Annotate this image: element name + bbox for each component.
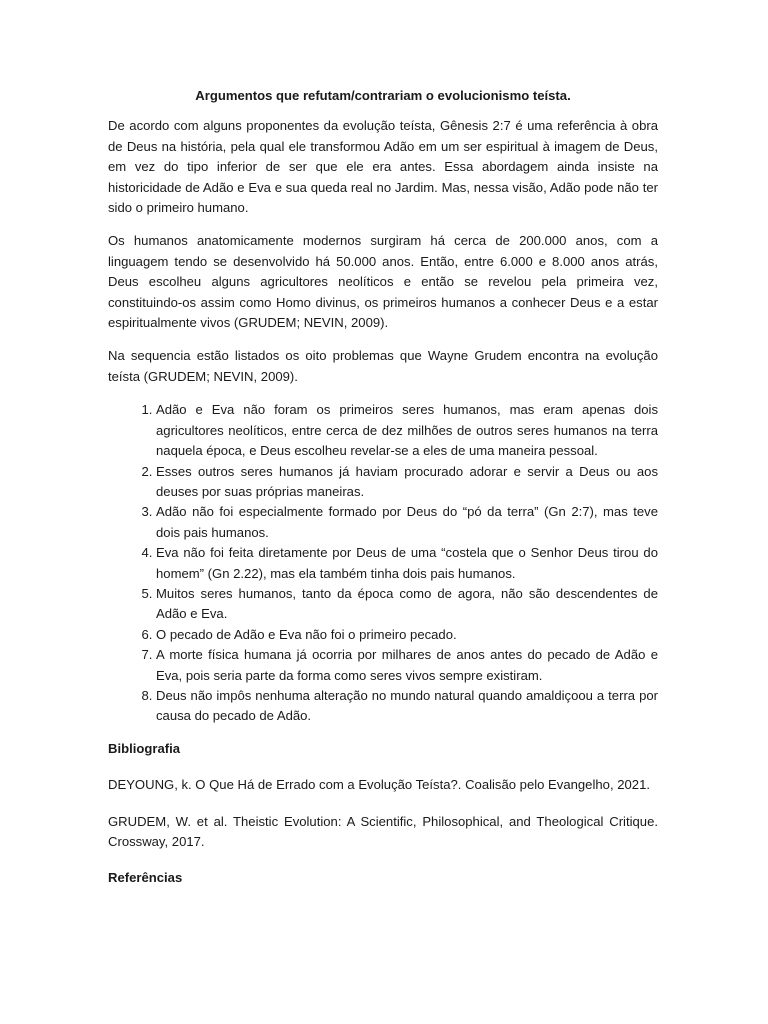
list-item: 6. O pecado de Adão e Eva não foi o primeiro pecado. — [156, 625, 658, 645]
bibliography-heading: Bibliografia — [108, 740, 181, 756]
list-intro-paragraph: Na sequencia estão listados os oito problemas que Wayne Grudem encontra na evolução teísta (GRUDEM; NEVIN, 2009). — [108, 348, 658, 384]
history-paragraph: Os humanos anatomicamente modernos surgiram há cerca de 200.000 anos, com a linguagem tendo se desenvolvido há 50.000 anos. Então, entre 6.000 e 8.000 anos atrás, Deus escolheu alguns agricultores neolíticos e então se revelou pela primeira vez, constituindo-os assim como Homo divinus, os primeiros humanos a conhecer Deus e a estar espiritualmente vivos (GRUDEM; NEVIN, 2009). — [108, 233, 658, 331]
bibliography-entry: DEYOUNG, k. O Que Há de Errado com a Evolução Teísta?. Coalisão pelo Evangelho, 2021. — [108, 777, 650, 793]
document-page — [108, 86, 658, 905]
problems-list — [108, 400, 658, 727]
list-item: 8. Deus não impôs nenhuma alteração no mundo natural quando amaldiçoou a terra por causa do pecado de Adão. — [156, 686, 658, 727]
bibliography-entry: GRUDEM, W. et al. Theistic Evolution: A Scientific, Philosophical, and Theological Critique. Crossway, 2017. — [108, 813, 658, 849]
list-item: 4. Eva não foi feita diretamente por Deus de uma “costela que o Senhor Deus tirou do homem” (Gn 2.22), mas ela também tinha dois pais humanos. — [156, 543, 658, 584]
list-item: 2. Esses outros seres humanos já haviam procurado adorar e servir a Deus ou aos deuses por suas próprias maneiras. — [156, 462, 658, 503]
intro-paragraph: De acordo com alguns proponentes da evolução teísta, Gênesis 2:7 é uma referência à obra de Deus na história, pela qual ele transformou Adão em um ser espiritual à imagem de Deus, em vez do tipo inferior de ser que ele era antes. Essa abordagem ainda insiste na historicidade de Adão e Eva e sua queda real no Jardim. Mas, nessa visão, Adão pode não ter sido o primeiro humano. — [108, 118, 658, 216]
references-heading: Referências — [108, 870, 183, 886]
list-item: 7. A morte física humana já ocorria por milhares de anos antes do pecado de Adão e Eva, pois seria parte da forma como seres vivos sempre existiram. — [156, 645, 658, 686]
document-title: Argumentos que refutam/contrariam o evolucionismo teísta. — [195, 88, 571, 103]
list-item: 3. Adão não foi especialmente formado por Deus do “pó da terra” (Gn 2:7), mas teve dois pais humanos. — [156, 502, 658, 543]
list-item: 1. Adão e Eva não foram os primeiros seres humanos, mas eram apenas dois agricultores neolíticos, entre cerca de dez milhões de outros seres humanos na terra naquela época, e Deus escolheu revelar-se a eles de uma maneira pessoal. — [156, 400, 658, 461]
list-item: 5. Muitos seres humanos, tanto da época como de agora, não são descendentes de Adão e Eva. — [156, 584, 658, 625]
